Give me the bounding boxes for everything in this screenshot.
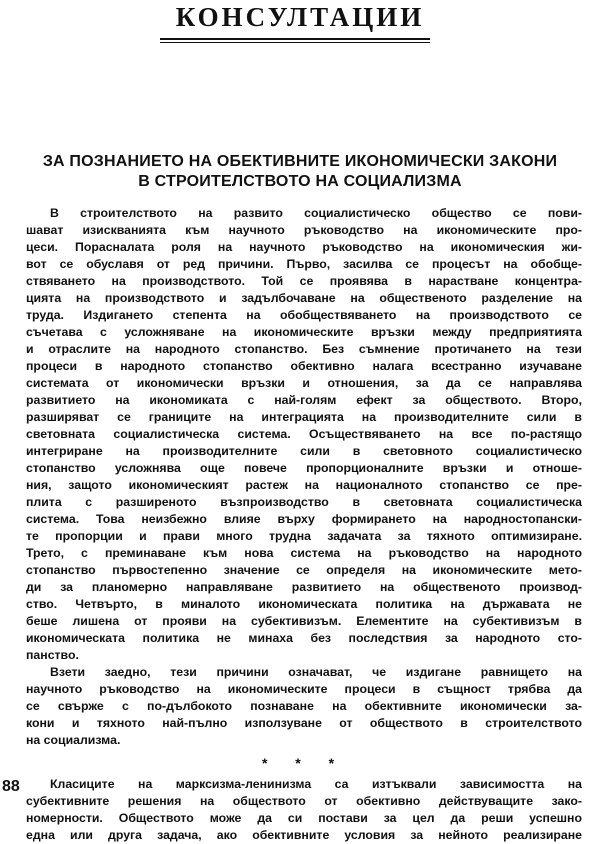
- page-number: 88: [2, 778, 20, 795]
- paragraph-3: [26, 776, 582, 844]
- text-line: системата от икономически връзки и отношения, за да се направлява: [26, 376, 582, 390]
- text-line: шават изискванията към научното ръководство на икономическите про-: [26, 223, 582, 237]
- text-line: В строителството на развито социалистическо общество се пови-: [50, 206, 582, 220]
- text-line: развитието на икономиката с най-голям ефект за обществото. Второ,: [26, 393, 582, 407]
- text-line: цеси. Порасналата роля на научното ръководство на икономическия жи-: [26, 240, 582, 254]
- text-line: ди за планомерно направляване развитието на общественото производ-: [26, 580, 582, 594]
- text-line: на социализма.: [26, 733, 121, 747]
- text-line: труда. Издигането степента на обобществяването на производството се: [26, 308, 582, 322]
- text-line: ство. Четвърто, в миналото икономическата политика на държавата не: [26, 597, 582, 611]
- text-line: номерности. Обществото може да си постави за цел да реши успешно: [26, 811, 582, 825]
- text-line: интегриране на производителните сили в световното социалистическо: [26, 444, 582, 458]
- text-line: стопанство усложнява още повече пропорционалните връзки и отноше-: [26, 461, 582, 475]
- article-title-line: ЗА ПОЗНАНИЕТО НА ОБЕКТИВНИТЕ ИКОНОМИЧЕСКИ ЗАКОНИ: [42, 153, 558, 170]
- text-line: една или друга задача, ако обективните условия за нейното реализиране: [26, 828, 582, 842]
- text-line: разширяват се границите на интеграцията на производителните сили в: [26, 410, 582, 424]
- article-title: [20, 152, 580, 192]
- text-line: стопанство първостепенно значение се определя на икономическите мето-: [26, 563, 582, 577]
- section-title: КОНСУЛТАЦИИ: [175, 2, 425, 32]
- header-rule-top: [160, 38, 430, 40]
- text-line: вот се обуславя от ред причини. Първо, засилва се процесът на обобще-: [26, 257, 582, 271]
- text-line: световната социалистическа система. Осъществяването на все по-растящо: [26, 427, 582, 441]
- article-body: [26, 205, 582, 844]
- text-line: научното ръководство на икономическите процеси в същност трябва да: [26, 682, 582, 696]
- text-line: ния, защото икономическият растеж на националното стопанство се пре-: [26, 478, 582, 492]
- text-line: ствяването на производството. Той се проявява в нарастване концентра-: [26, 274, 582, 288]
- text-line: кони и тяхното най-пълно използуване от обществото в строителството: [26, 716, 582, 730]
- article-title-line: В СТРОИТЕЛСТВОТО НА СОЦИАЛИЗМА: [138, 173, 462, 190]
- text-line: субективните решения на обществото от обективно действуващите зако-: [26, 794, 582, 808]
- text-line: панство.: [26, 648, 79, 662]
- paragraph-2: [26, 664, 582, 749]
- text-line: Трето, с преминаване към нова система на ръководство на народното: [26, 546, 582, 560]
- paragraph-1: [26, 205, 582, 664]
- page-header: [0, 2, 600, 32]
- text-line: система. Това неизбежно влияе върху формирането на народностопански-: [26, 512, 582, 526]
- text-line: икономическата политика не минаха без последствия за народното сто-: [26, 631, 582, 645]
- text-line: беше лишена от прояви на субективизъм. Елементите на субективизъм в: [26, 614, 582, 628]
- header-rule-bottom: [160, 42, 430, 43]
- text-line: Класиците на марксизма-ленинизма са изтъквали зависимостта на: [50, 777, 582, 791]
- text-line: Взети заедно, тези причини означават, че издигане равнището на: [50, 665, 582, 679]
- section-separator: * * *: [261, 755, 347, 771]
- text-line: се свърже с по-дълбокото познаване на обективните икономически за-: [26, 699, 582, 713]
- text-line: плита с разширеното възпроизводство в световната социалистическа: [26, 495, 582, 509]
- text-line: и отраслите на народното стопанство. Без съмнение протичането на тези: [26, 342, 582, 356]
- text-line: цията на производството и задълбочаване на общественото разделение на: [26, 291, 582, 305]
- text-line: съчетава с усложняване на икономическите връзки между предприятията: [26, 325, 582, 339]
- text-line: те пропорции и прави много трудна задачата за тяхното оптимизиране.: [26, 529, 582, 543]
- text-line: процеси в народното стопанство обективно налага всестранно изучаване: [26, 359, 582, 373]
